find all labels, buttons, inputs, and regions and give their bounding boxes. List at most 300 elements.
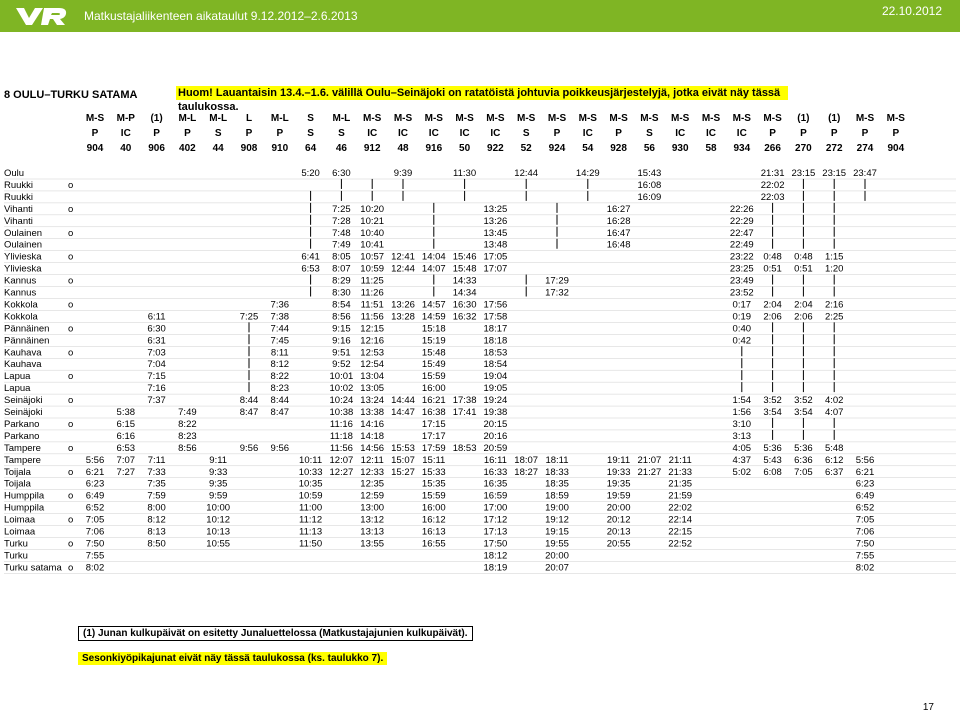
time-cell: 19:55 <box>545 538 569 550</box>
time-cell: 7:48 <box>332 227 351 239</box>
time-cell: 6:53 <box>301 263 320 275</box>
column-days: S <box>307 113 314 124</box>
time-cell: 20:55 <box>606 538 631 550</box>
time-cell: 7:55 <box>85 550 105 562</box>
arrival-marker: o <box>68 227 74 239</box>
time-cell: 11:18 <box>329 430 353 442</box>
time-cell: 16:35 <box>483 478 508 490</box>
time-cell: 19:15 <box>545 526 569 538</box>
column-days: M-S <box>886 113 905 124</box>
time-cell: 0:19 <box>732 311 752 323</box>
time-cell: 6:30 <box>332 168 351 179</box>
column-no: 52 <box>520 143 532 154</box>
time-cell: 15:59 <box>421 490 446 502</box>
time-cell: 14:59 <box>421 311 446 323</box>
time-cell: 22:47 <box>729 227 754 239</box>
station-name: Loimaa <box>4 514 36 526</box>
time-cell: 11:25 <box>360 275 384 287</box>
arrival-marker: o <box>68 442 74 454</box>
time-cell: 8:07 <box>332 263 351 275</box>
header-date: 22.10.2012 <box>881 4 942 18</box>
time-cell: 22:14 <box>668 514 693 526</box>
time-cell: 19:11 <box>607 454 631 466</box>
route-title: 8 OULU–TURKU SATAMA <box>4 89 138 101</box>
time-cell: 7:05 <box>85 514 105 526</box>
time-cell: 0:51 <box>763 263 782 275</box>
column-type: IC <box>706 128 716 139</box>
time-cell: 13:55 <box>360 538 385 550</box>
column-days: M-S <box>671 113 690 124</box>
arrival-marker: o <box>68 395 74 407</box>
time-cell: 17:56 <box>483 299 508 311</box>
station-name: Ruukki <box>4 179 34 191</box>
column-no: 904 <box>887 143 905 154</box>
time-cell: 15:46 <box>452 251 477 263</box>
time-cell: 7:28 <box>332 215 351 227</box>
time-cell: 8:56 <box>178 442 197 454</box>
column-days: M-S <box>701 113 721 124</box>
column-type: IC <box>675 128 686 139</box>
time-cell: 5:02 <box>732 466 752 478</box>
time-cell: 20:00 <box>606 502 631 514</box>
time-cell: 8:47 <box>270 407 290 418</box>
time-cell: 12:35 <box>360 478 385 490</box>
time-cell: 16:09 <box>637 191 662 203</box>
column-days: L <box>245 113 253 124</box>
time-cell: 1:20 <box>824 263 844 275</box>
time-cell: 9:56 <box>270 442 290 454</box>
time-cell: 8:22 <box>270 371 290 383</box>
time-cell: 19:05 <box>483 383 508 395</box>
time-cell: 19:33 <box>606 466 631 478</box>
time-cell: 15:35 <box>421 478 446 490</box>
arrival-marker: o <box>68 275 74 287</box>
time-cell: 12:44 <box>391 263 415 275</box>
station-name: Ylivieska <box>4 251 42 263</box>
time-cell: 0:40 <box>732 323 752 335</box>
notice-banner: Huom! Lauantaisin 13.4.–1.6. välillä Oulu–Seinäjoki on ratatöistä johtuvia poikkeusjärjestelyjä, jotka eivät näy tässä taulukossa. <box>176 86 788 100</box>
time-cell: 20:13 <box>606 526 631 538</box>
time-cell: 18:59 <box>545 490 569 502</box>
time-cell: 17:38 <box>452 395 477 407</box>
time-cell: 10:40 <box>360 227 385 239</box>
time-cell: 17:58 <box>483 311 508 323</box>
time-cell: 0:48 <box>763 251 782 263</box>
time-cell: 16:55 <box>421 538 446 550</box>
time-cell: 21:07 <box>637 454 662 466</box>
time-cell: 10:02 <box>329 383 354 395</box>
time-cell: 7:06 <box>85 526 105 538</box>
time-cell: 6:15 <box>116 418 136 430</box>
time-cell: 21:11 <box>668 454 692 466</box>
arrival-marker: o <box>68 466 74 478</box>
column-days: M-S <box>855 113 875 124</box>
time-cell: 12:44 <box>514 168 539 179</box>
station-name: Lapua <box>4 371 31 383</box>
header-title: Matkustajaliikenteen aikataulut 9.12.2012–2.6.2013 <box>84 9 358 23</box>
time-cell: 10:59 <box>360 263 385 275</box>
station-name: Lapua <box>4 383 31 395</box>
column-days: M-S <box>363 113 382 124</box>
time-cell: 6:49 <box>855 490 875 502</box>
time-cell: 11:26 <box>360 287 384 299</box>
time-cell: 16:47 <box>606 227 631 239</box>
time-cell: 13:38 <box>360 407 385 418</box>
time-cell: 8:50 <box>147 538 166 550</box>
column-days: M-S <box>732 113 751 124</box>
column-type: S <box>307 128 314 139</box>
time-cell: 7:50 <box>85 538 105 550</box>
arrival-marker: o <box>68 490 74 502</box>
time-cell: 6:16 <box>116 430 136 442</box>
column-type: P <box>892 128 900 139</box>
column-type: P <box>861 128 869 139</box>
time-cell: 7:59 <box>147 490 166 502</box>
time-cell: 5:48 <box>824 442 844 454</box>
time-cell: 13:48 <box>483 239 508 251</box>
station-name: Kauhava <box>4 359 42 371</box>
column-days: M-L <box>270 113 289 124</box>
station-name: Oulainen <box>4 227 43 239</box>
station-name: Parkano <box>4 418 40 430</box>
time-cell: 10:41 <box>360 239 385 251</box>
time-cell: 13:04 <box>360 371 385 383</box>
time-cell: 11:50 <box>299 538 323 550</box>
column-no: 58 <box>705 143 717 154</box>
arrival-marker: o <box>68 514 74 526</box>
time-cell: 10:57 <box>360 251 385 263</box>
time-cell: 16:12 <box>421 514 446 526</box>
time-cell: 12:41 <box>391 251 415 263</box>
column-no: 48 <box>397 143 409 154</box>
column-type: IC <box>398 128 408 139</box>
station-name: Turku <box>4 550 28 562</box>
time-cell: 12:27 <box>329 466 354 478</box>
time-cell: 7:55 <box>855 550 875 562</box>
time-cell: 23:52 <box>729 287 754 299</box>
time-cell: 20:12 <box>606 514 631 526</box>
time-cell: 9:33 <box>208 466 228 478</box>
column-days: M-P <box>116 113 135 124</box>
station-name: Turku satama <box>4 562 62 574</box>
time-cell: 9:51 <box>332 347 351 359</box>
station-name: Kauhava <box>4 347 42 359</box>
time-cell: 7:16 <box>147 383 166 395</box>
time-cell: 8:12 <box>147 514 166 526</box>
station-name: Humppila <box>4 490 45 502</box>
station-name: Pännäinen <box>4 323 50 335</box>
column-type: P <box>553 128 561 139</box>
time-cell: 8:11 <box>270 347 289 359</box>
time-cell: 1:54 <box>732 395 752 407</box>
time-cell: 10:38 <box>329 407 354 418</box>
column-no: 46 <box>335 143 347 154</box>
time-cell: 9:56 <box>239 442 259 454</box>
time-cell: 7:27 <box>116 466 136 478</box>
time-cell: 18:07 <box>514 454 539 466</box>
time-cell: 7:05 <box>855 514 875 526</box>
column-type: S <box>214 128 222 139</box>
time-cell: 10:55 <box>206 538 231 550</box>
time-cell: 17:07 <box>483 263 508 275</box>
time-cell: 11:56 <box>329 442 353 454</box>
time-cell: 0:48 <box>794 251 813 263</box>
column-days: M-S <box>424 113 443 124</box>
time-cell: 21:27 <box>637 466 662 478</box>
time-cell: 18:19 <box>483 562 508 574</box>
time-cell: 15:18 <box>421 323 446 335</box>
time-cell: 17:00 <box>483 502 508 514</box>
time-cell: 8:00 <box>147 502 166 514</box>
station-name: Toijala <box>4 466 31 478</box>
time-cell: 16:32 <box>452 311 477 323</box>
time-cell: 19:24 <box>483 395 508 407</box>
arrival-marker: o <box>68 347 74 359</box>
column-type: S <box>338 128 345 139</box>
time-cell: 23:25 <box>729 263 754 275</box>
time-cell: 6:21 <box>85 466 105 478</box>
column-days: (1) <box>797 113 810 124</box>
time-cell: 8:44 <box>239 395 259 407</box>
time-cell: 15:11 <box>422 454 446 466</box>
time-cell: 21:35 <box>668 478 693 490</box>
time-cell: 7:49 <box>178 407 197 418</box>
time-cell: 15:43 <box>637 168 662 179</box>
time-cell: 6:41 <box>301 251 320 263</box>
station-name: Turku <box>4 538 28 550</box>
time-cell: 15:59 <box>421 371 446 383</box>
time-cell: 16:08 <box>637 179 662 191</box>
time-cell: 7:37 <box>147 395 166 407</box>
time-cell: 10:12 <box>206 514 231 526</box>
time-cell: 19:12 <box>545 514 569 526</box>
time-cell: 14:34 <box>452 287 477 299</box>
column-days: M-S <box>609 113 628 124</box>
column-no: 272 <box>825 143 843 154</box>
column-type: IC <box>582 128 593 139</box>
time-cell: 6:23 <box>855 478 875 490</box>
time-cell: 6:23 <box>85 478 105 490</box>
arrival-marker: o <box>68 538 74 550</box>
time-cell: 20:07 <box>545 562 569 574</box>
time-cell: 10:33 <box>298 466 323 478</box>
time-cell: 7:36 <box>270 299 290 311</box>
time-cell: 5:36 <box>763 442 782 454</box>
time-cell: 8:05 <box>332 251 351 263</box>
time-cell: 9:11 <box>209 454 228 466</box>
column-days: M-S <box>85 113 105 124</box>
time-cell: 8:29 <box>332 275 351 287</box>
time-cell: 4:37 <box>732 454 752 466</box>
time-cell: 6:53 <box>116 442 136 454</box>
time-cell: 7:07 <box>116 454 136 466</box>
time-cell: 20:16 <box>483 430 508 442</box>
station-name: Tampere <box>4 454 41 466</box>
column-type: P <box>245 128 253 139</box>
time-cell: 5:56 <box>855 454 875 466</box>
time-cell: 8:56 <box>332 311 351 323</box>
time-cell: 13:25 <box>483 203 508 215</box>
time-cell: 14:47 <box>391 407 415 418</box>
time-cell: 15:53 <box>391 442 415 454</box>
time-cell: 3:52 <box>794 395 813 407</box>
time-cell: 16:00 <box>421 502 446 514</box>
column-no: 934 <box>733 143 751 154</box>
time-cell: 7:11 <box>147 454 166 466</box>
time-cell: 12:59 <box>360 490 385 502</box>
arrival-marker: o <box>68 251 74 263</box>
station-name: Ruukki <box>4 191 34 203</box>
time-cell: 17:15 <box>421 418 446 430</box>
time-cell: 18:12 <box>483 550 508 562</box>
column-no: 922 <box>487 143 504 154</box>
column-no: 270 <box>795 143 812 154</box>
column-days: M-L <box>332 113 351 124</box>
time-cell: 14:07 <box>421 263 446 275</box>
column-no: 916 <box>425 143 443 154</box>
time-cell: 16:59 <box>483 490 508 502</box>
time-cell: 15:48 <box>421 347 446 359</box>
column-no: 928 <box>610 143 627 154</box>
time-cell: 14:56 <box>360 442 385 454</box>
time-cell: 9:52 <box>332 359 351 371</box>
time-cell: 6:08 <box>763 466 782 478</box>
time-cell: 4:02 <box>824 395 844 407</box>
column-type: P <box>615 128 622 139</box>
time-cell: 7:15 <box>147 371 166 383</box>
time-cell: 18:27 <box>514 466 539 478</box>
column-no: 44 <box>212 143 224 154</box>
time-cell: 6:30 <box>147 323 166 335</box>
time-cell: 13:05 <box>360 383 385 395</box>
column-days: M-L <box>209 113 228 124</box>
station-name: Pännäinen <box>4 335 50 347</box>
time-cell: 20:59 <box>483 442 508 454</box>
time-cell: 17:17 <box>421 430 446 442</box>
time-cell: 15:48 <box>452 263 477 275</box>
time-cell: 12:53 <box>360 347 385 359</box>
column-no: 56 <box>643 143 655 154</box>
time-cell: 3:13 <box>732 430 752 442</box>
column-type: S <box>646 128 653 139</box>
station-name: Tampere <box>4 442 41 454</box>
column-days: (1) <box>828 113 841 124</box>
time-cell: 14:16 <box>360 418 385 430</box>
time-cell: 23:47 <box>853 168 877 179</box>
time-cell: 20:15 <box>483 418 508 430</box>
column-no: 266 <box>764 143 781 154</box>
time-cell: 7:03 <box>147 347 166 359</box>
time-cell: 5:36 <box>794 442 813 454</box>
column-type: IC <box>490 128 501 139</box>
station-name: Vihanti <box>4 215 33 227</box>
time-cell: 2:04 <box>794 299 813 311</box>
arrival-marker: o <box>68 203 74 215</box>
time-cell: 13:26 <box>483 215 508 227</box>
time-cell: 8:02 <box>85 562 105 574</box>
time-cell: 15:27 <box>391 466 415 478</box>
time-cell: 18:53 <box>452 442 477 454</box>
time-cell: 23:49 <box>729 275 754 287</box>
time-cell: 4:07 <box>824 407 844 418</box>
time-cell: 13:28 <box>391 311 415 323</box>
time-cell: 14:57 <box>421 299 446 311</box>
time-cell: 6:52 <box>85 502 105 514</box>
time-cell: 18:18 <box>483 335 508 347</box>
time-cell: 21:31 <box>760 168 785 179</box>
time-cell: 15:19 <box>421 335 446 347</box>
time-cell: 16:27 <box>606 203 631 215</box>
time-cell: 12:33 <box>360 466 385 478</box>
time-cell: 5:56 <box>85 454 105 466</box>
column-no: 910 <box>271 143 289 154</box>
column-no: 904 <box>86 143 104 154</box>
time-cell: 16:28 <box>606 215 631 227</box>
column-days: M-S <box>547 113 567 124</box>
station-name: Oulu <box>4 168 25 179</box>
time-cell: 17:41 <box>452 407 477 418</box>
time-cell: 10:24 <box>329 395 354 407</box>
column-type: P <box>800 128 807 139</box>
time-cell: 16:48 <box>606 239 631 251</box>
time-cell: 9:35 <box>208 478 228 490</box>
column-days: M-S <box>486 113 505 124</box>
time-cell: 18:54 <box>483 359 508 371</box>
time-cell: 22:26 <box>729 203 754 215</box>
time-cell: 20:00 <box>545 550 569 562</box>
time-cell: 15:07 <box>391 454 415 466</box>
time-cell: 2:25 <box>824 311 844 323</box>
time-cell: 8:22 <box>178 418 197 430</box>
time-cell: 8:12 <box>270 359 290 371</box>
page-number: 17 <box>922 702 934 713</box>
column-no: 50 <box>459 143 471 154</box>
time-cell: 6:52 <box>855 502 875 514</box>
column-days: M-S <box>578 113 597 124</box>
time-cell: 1:15 <box>824 251 844 263</box>
time-cell: 2:06 <box>763 311 782 323</box>
time-cell: 18:53 <box>483 347 508 359</box>
time-cell: 12:54 <box>360 359 385 371</box>
time-cell: 22:02 <box>760 179 785 191</box>
time-cell: 9:39 <box>393 168 413 179</box>
time-cell: 14:04 <box>421 251 446 263</box>
arrival-marker: o <box>68 299 74 311</box>
time-cell: 12:15 <box>360 323 385 335</box>
column-no: 402 <box>179 143 196 154</box>
time-cell: 6:11 <box>147 311 166 323</box>
time-cell: 17:59 <box>421 442 446 454</box>
station-name: Toijala <box>4 478 31 490</box>
time-cell: 23:15 <box>791 168 816 179</box>
time-cell: 11:13 <box>299 526 323 538</box>
time-cell: 8:54 <box>332 299 351 311</box>
column-type: IC <box>459 128 470 139</box>
time-cell: 5:38 <box>116 407 136 418</box>
column-no: 40 <box>120 143 132 154</box>
time-cell: 13:24 <box>360 395 385 407</box>
time-cell: 6:37 <box>824 466 844 478</box>
time-cell: 22:02 <box>668 502 693 514</box>
footnote-2: Sesonkiyöpikajunat eivät näy tässä taulukossa (ks. taulukko 7). <box>78 652 387 665</box>
time-cell: 10:21 <box>360 215 385 227</box>
station-name: Kannus <box>4 287 37 299</box>
time-cell: 16:13 <box>421 526 446 538</box>
arrival-marker: o <box>68 179 74 191</box>
time-cell: 11:56 <box>360 311 384 323</box>
time-cell: 5:20 <box>301 168 320 179</box>
column-type: P <box>830 128 838 139</box>
